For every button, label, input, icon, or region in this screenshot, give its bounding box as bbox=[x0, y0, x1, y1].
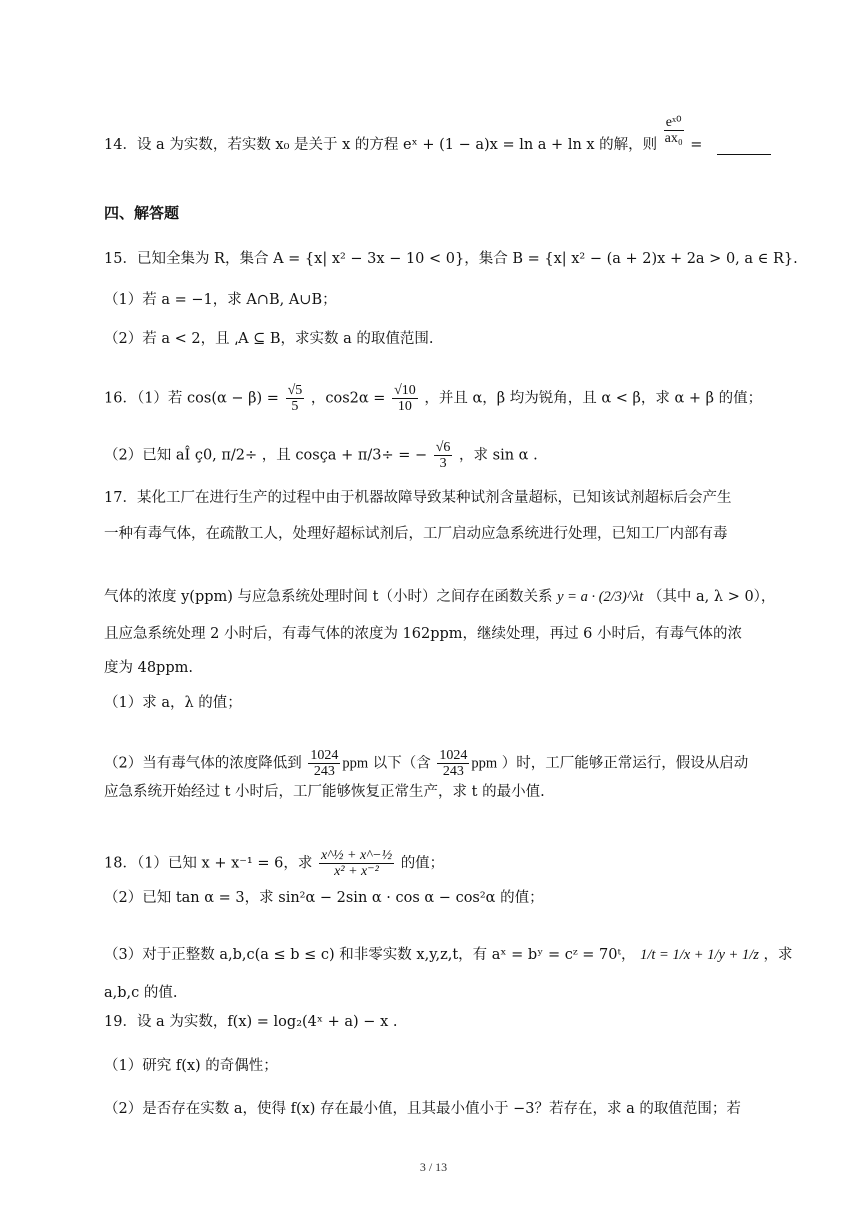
q14-frac-num: eˣ⁰ bbox=[665, 114, 682, 130]
q19-stem: 19．设 a 为实数，f(x) = log₂(4ˣ + a) − x . bbox=[104, 1014, 398, 1030]
q14-equals: = bbox=[690, 137, 703, 153]
q18-part3-cont: a,b,c 的值. bbox=[104, 985, 178, 1001]
q19-part2: （2）是否存在实数 a，使得 f(x) 存在最小值，且其最小值小于 −3？若存在，求 a 的取值范围；若 bbox=[104, 1101, 741, 1117]
q18-p1b: 的值； bbox=[400, 855, 445, 872]
q16-p2-c: ，求 sin α . bbox=[459, 447, 538, 464]
q17-unit-a: ppm bbox=[342, 755, 369, 772]
q17-part2-cont: 应急系统开始经过 t 小时后，工厂能够恢复正常生产，求 t 的最小值. bbox=[104, 784, 545, 800]
q17-l3c: （其中 a, λ > 0）， bbox=[647, 589, 776, 605]
q17-frac-b-den: 243 bbox=[442, 764, 464, 779]
q14-frac-den: ax₀ bbox=[664, 130, 683, 146]
q16-p2-a: （2）已知 bbox=[104, 447, 172, 464]
q16-frac2-den: 10 bbox=[397, 399, 412, 414]
q18-p3a: （3）对于正整数 a,b,c(a ≤ b ≤ c) 和非零实数 x,y,z,t，有 aˣ = bʸ = cᶻ = 70ᵗ， bbox=[104, 947, 636, 963]
q18-part2: （2）已知 tan α = 3，求 sin²α − 2sin α · cos α − cos²α 的值； bbox=[104, 890, 544, 906]
q16-frac2-num: √10 bbox=[394, 383, 416, 398]
q17-line5: 度为 48ppm. bbox=[104, 660, 193, 676]
q17-l3a: 气体的浓度 y(ppm) 与应急系统处理时间 t（小时）之间存在函数关系 bbox=[104, 589, 553, 605]
q15-part2: （2）若 a < 2，且 ⸲A ⊆ B，求实数 a 的取值范围. bbox=[104, 331, 434, 347]
q16-frac1 bbox=[286, 383, 305, 414]
section-heading: 四、解答题 bbox=[104, 204, 180, 222]
q14-text: 14．设 a 为实数，若实数 x₀ 是关于 x 的方程 eˣ + (1 − a)x = ln a + ln x 的解，则 bbox=[104, 137, 658, 153]
q19-part1: （1）研究 f(x) 的奇偶性； bbox=[104, 1058, 278, 1074]
q17-p2a: （2）当有毒气体的浓度降低到 bbox=[104, 755, 302, 772]
q16-p2-frac-den: 3 bbox=[439, 456, 447, 471]
page-number: 3 / 13 bbox=[419, 1160, 448, 1174]
q16-frac1-den: 5 bbox=[291, 399, 299, 414]
q17-line2: 一种有毒气体，在疏散工人，处理好超标试剂后，工厂启动应急系统进行处理，已知工厂内部有毒 bbox=[104, 526, 728, 542]
q17-frac-b bbox=[437, 748, 469, 779]
q15-stem: 15．已知全集为 R，集合 A = {x| x² − 3x − 10 < 0}，集合 B = {x| x² − (a + 2)x + 2a > 0, a ∈ R}. bbox=[104, 251, 798, 267]
q16-p1-d: ，并且 α，β 均为锐角，且 α < β，求 α + β 的值； bbox=[424, 390, 763, 407]
q17-p2b: 以下（含 bbox=[372, 755, 431, 772]
q16-p1-a: 16．（1）若 bbox=[104, 390, 183, 407]
q17-unit-b: ppm bbox=[471, 755, 498, 772]
q16-frac1-num: √5 bbox=[287, 383, 303, 398]
q17-part1: （1）求 a，λ 的值； bbox=[104, 695, 242, 711]
q16-part2 bbox=[104, 440, 538, 471]
q18-frac-den: x² + x⁻² bbox=[334, 864, 379, 879]
q17-frac-b-num: 1024 bbox=[439, 748, 468, 763]
q17-part2 bbox=[104, 748, 748, 779]
q15-part1: （1）若 a = −1，求 A∩B, A∪B； bbox=[104, 292, 337, 308]
q18-frac-num: x^½ + x^−½ bbox=[320, 848, 393, 863]
q17-frac-a-den: 243 bbox=[313, 764, 335, 779]
q18-p3-formula: 1/t = 1/x + 1/y + 1/z bbox=[640, 947, 759, 963]
q17-line3 bbox=[104, 587, 775, 607]
q16-p1-c: ，cos2α = bbox=[310, 390, 386, 407]
answer-blank bbox=[717, 140, 771, 155]
q17-line1: 17．某化工厂在进行生产的过程中由于机器故障导致某种试剂含量超标，已知该试剂超标后会产生 bbox=[104, 490, 732, 506]
q18-part1 bbox=[104, 848, 444, 879]
q17-p2c: ）时，工厂能够正常运行，假设从启动 bbox=[501, 755, 749, 772]
q14-fraction bbox=[664, 115, 684, 146]
q17-frac-a bbox=[308, 748, 340, 779]
q18-p3c: ，求 bbox=[763, 947, 793, 963]
q18-p1a: 18．（1）已知 x + x⁻¹ = 6，求 bbox=[104, 855, 313, 872]
q16-frac2 bbox=[392, 383, 418, 414]
q18-part3 bbox=[104, 945, 793, 965]
q16-p2-frac bbox=[434, 440, 453, 471]
q17-line4: 且应急系统处理 2 小时后，有毒气体的浓度为 162ppm，继续处理，再过 6 小时后，有毒气体的浓 bbox=[104, 626, 742, 642]
q17-frac-a-num: 1024 bbox=[310, 748, 339, 763]
question-14 bbox=[104, 114, 771, 155]
q16-p2-frac-num: √6 bbox=[435, 440, 451, 455]
q16-part1 bbox=[104, 383, 762, 414]
q16-p1-b: cos(α − β) = bbox=[187, 390, 279, 407]
q17-formula: y = a · (2/3)^λt bbox=[557, 589, 644, 605]
q16-p2-b: aÎ ç0, π/2÷ ，且 cosça + π/3÷ = − bbox=[175, 447, 428, 464]
q18-frac bbox=[319, 848, 394, 879]
